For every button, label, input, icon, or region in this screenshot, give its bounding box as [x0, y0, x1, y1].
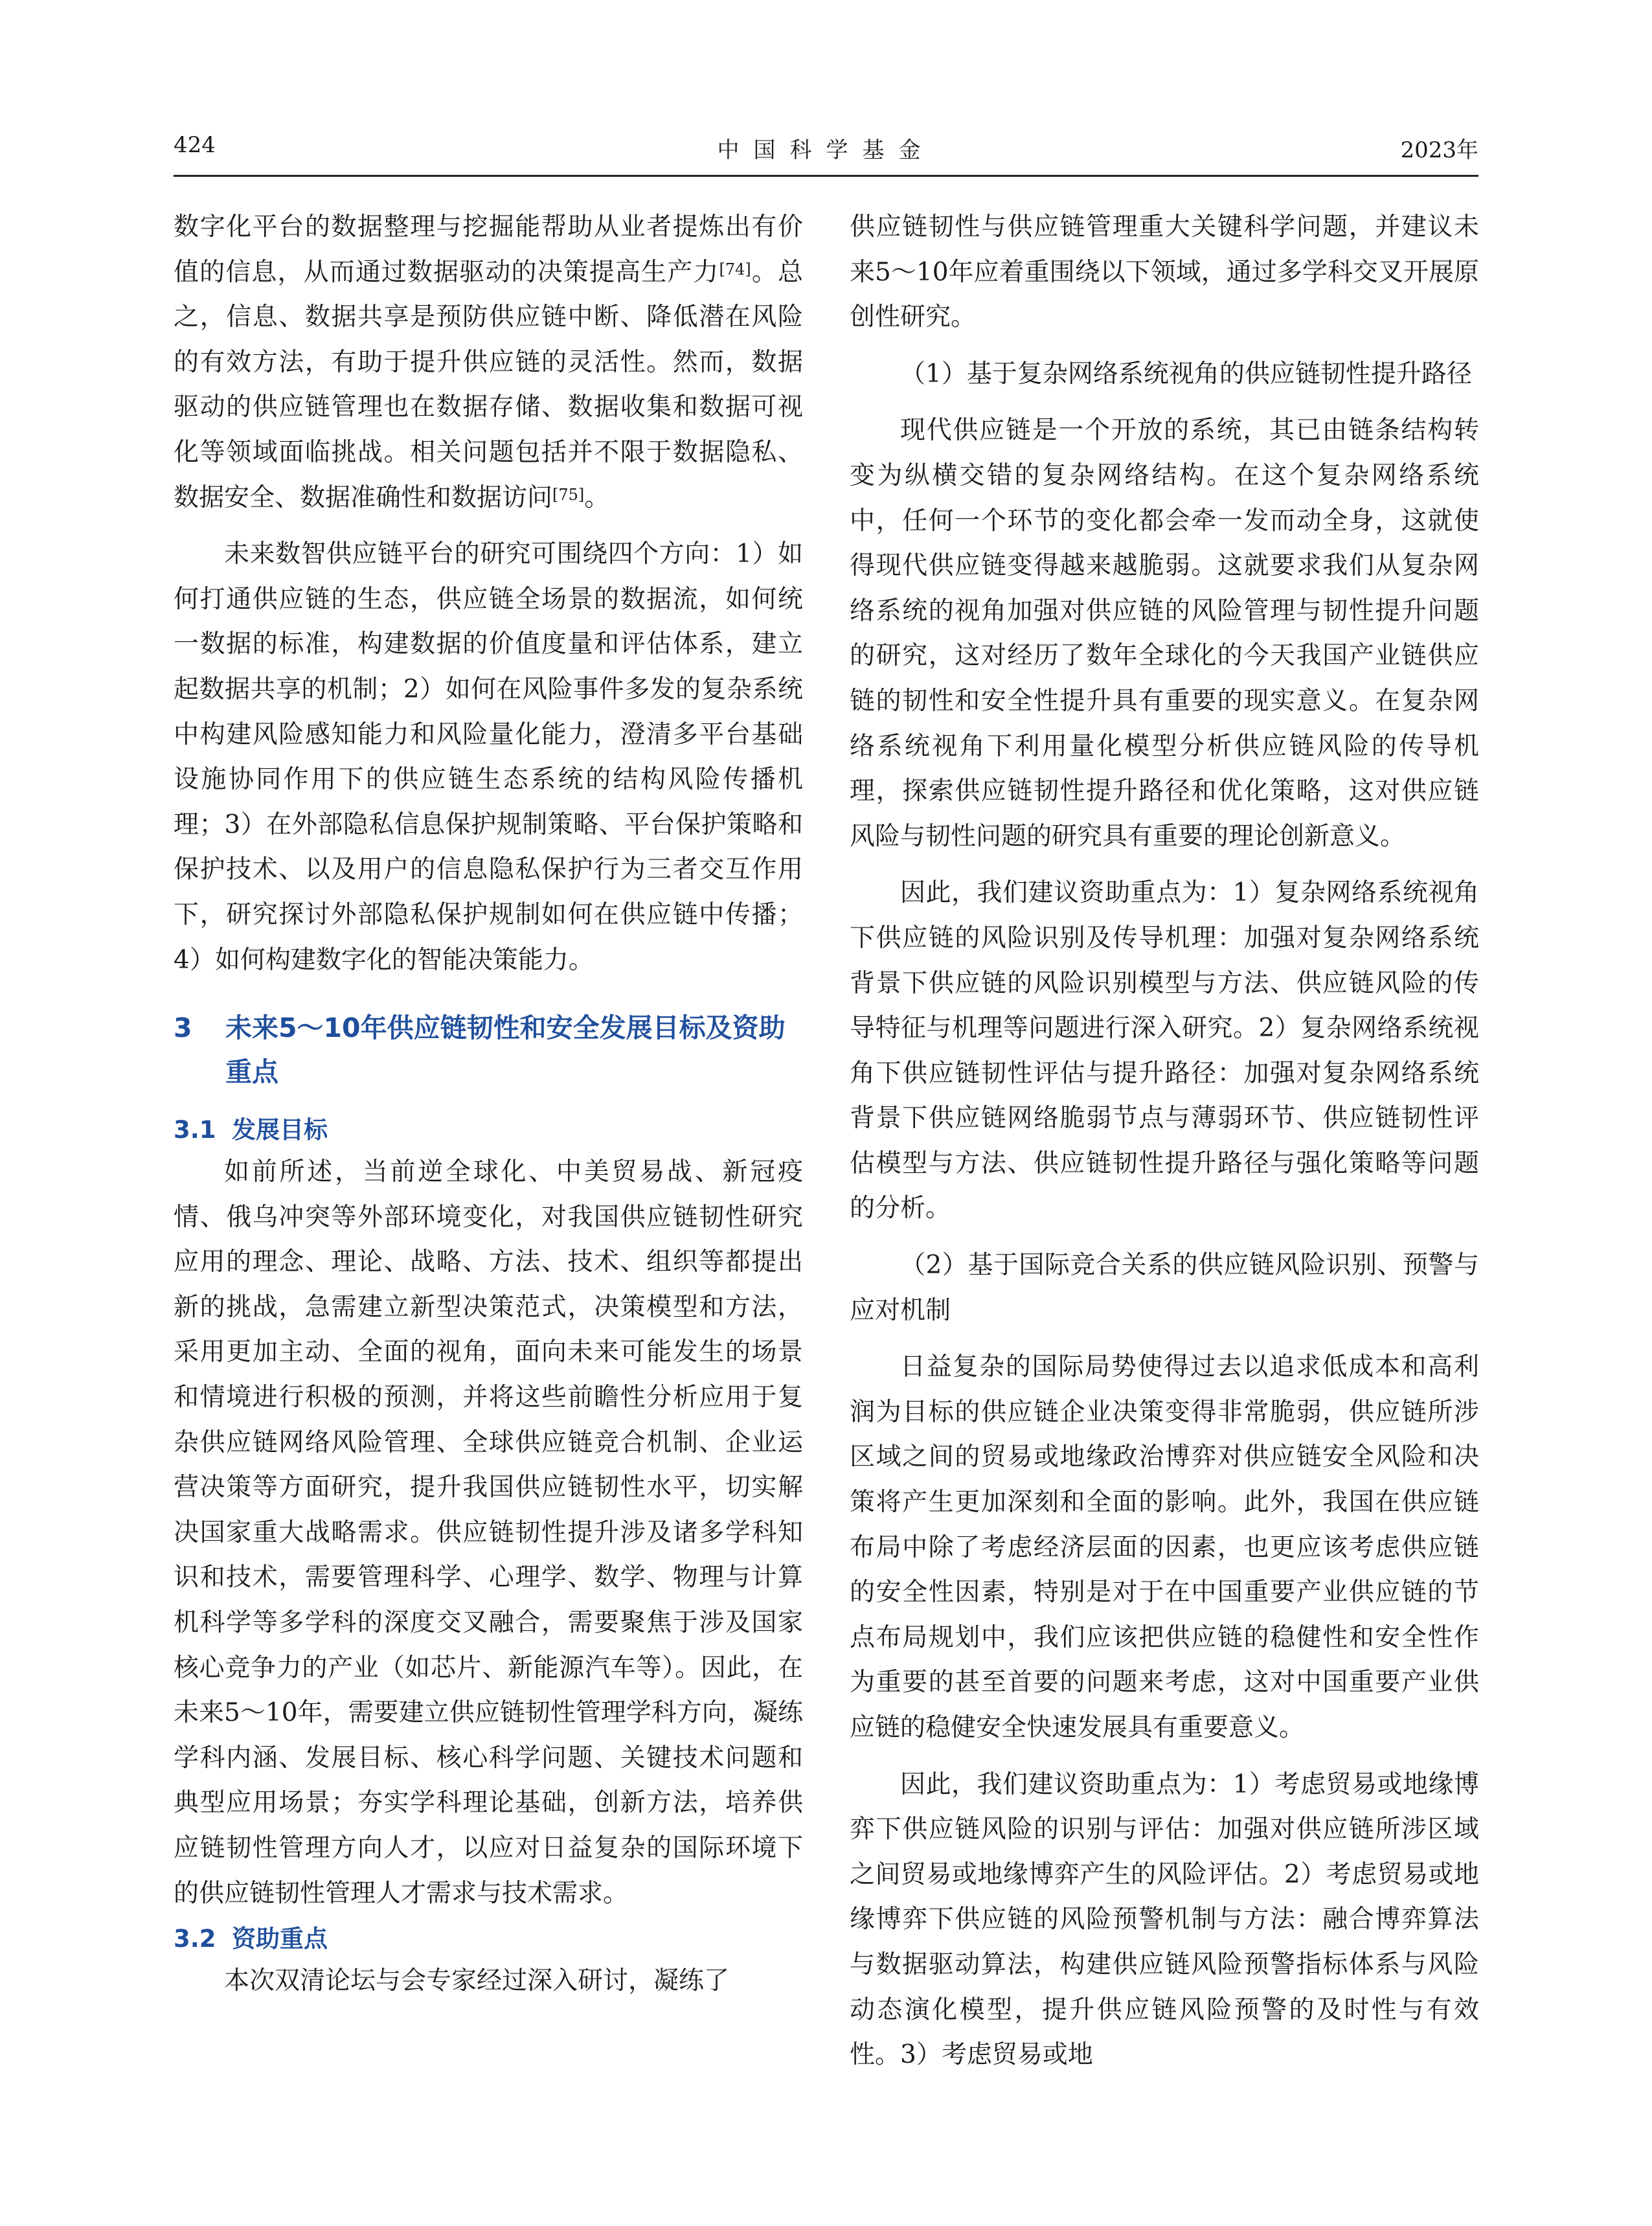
subsection-heading: [174, 1920, 803, 1959]
section-heading: [174, 1006, 803, 1094]
list-item-heading: （1）基于复杂网络系统视角的供应链韧性提升路径: [900, 359, 1472, 389]
paragraph: 供应链韧性与供应链管理重大关键科学问题，并建议未来5～10年应着重围绕以下领域，通过多学科交叉开展原创性研究。: [850, 212, 1479, 332]
paragraph: 如前所述，当前逆全球化、中美贸易战、新冠疫情、俄乌冲突等外部环境变化，对我国供应链韧性研究应用的理念、理论、战略、方法、技术、组织等都提出新的挑战，急需建立新型决策范式，决策模型和方法，采用更加主动、全面的视角，面向未来可能发生的场景和情境进行积极的预测，并将这些前瞻性分析应用于复杂供应链网络风险管理、全球供应链竞合机制、企业运营决策等方面研究，提升我国供应链韧性水平，切实解决国家重大战略需求。供应链韧性提升涉及诸多学科知识和技术，需要管理科学、心理学、数学、物理与计算机科学等多学科的深度交叉融合，需要聚焦于涉及国家核心竞争力的产业（如芯片、新能源汽车等）。因此，在未来5～10年，需要建立供应链韧性管理学科方向，凝练学科内涵、发展目标、核心科学问题、关键技术问题和典型应用场景；夯实学科理论基础，创新方法，培养供应链韧性管理方向人才，以应对日益复杂的国际环境下的供应链韧性管理人才需求与技术需求。: [174, 1157, 803, 1908]
subsection-heading: [174, 1111, 803, 1150]
paragraph-text: 数字化平台的数据整理与挖掘能帮助从业者提炼出有价值的信息，从而通过数据驱动的决策提高生产力: [174, 212, 803, 287]
left-column: [174, 205, 803, 2004]
subsection-title: 发展目标: [232, 1116, 328, 1144]
citation-ref[interactable]: [75]: [552, 485, 585, 504]
journal-title: 中国科学基金: [717, 137, 935, 163]
section-number: 3: [174, 1012, 192, 1044]
paragraph: [174, 205, 803, 520]
subsection-number: 3.2: [174, 1925, 216, 1953]
list-item-heading: （2）基于国际竞合关系的供应链风险识别、预警与应对机制: [850, 1251, 1479, 1325]
right-column: [850, 205, 1479, 2078]
subsection-title: 资助重点: [232, 1925, 328, 1953]
paragraph: 本次双清论坛与会专家经过深入研讨，凝练了: [224, 1966, 730, 1996]
header-divider: [174, 175, 1478, 177]
page-number: 424: [174, 132, 216, 158]
paragraph: 未来数智供应链平台的研究可围绕四个方向：1）如何打通供应链的生态，供应链全场景的数据流，如何统一数据的标准，构建数据的价值度量和评估体系，建立起数据共享的机制；2）如何在风险事件多发的复杂系统中构建风险感知能力和风险量化能力，澄清多平台基础设施协同作用下的供应链生态系统的结构风险传播机理；3）在外部隐私信息保护规制策略、平台保护策略和保护技术、以及用户的信息隐私保护行为三者交互作用下，研究探讨外部隐私保护规制如何在供应链中传播；4）如何构建数字化的智能决策能力。: [174, 539, 803, 975]
paragraph-text: 。: [584, 483, 610, 512]
citation-ref[interactable]: [74]: [719, 260, 751, 278]
running-header: [174, 127, 1478, 179]
subsection-number: 3.1: [174, 1116, 216, 1144]
section-title: 未来5～10年供应链韧性和安全发展目标及资助重点: [225, 1012, 786, 1088]
paragraph: 因此，我们建议资助重点为：1）考虑贸易或地缘博弈下供应链风险的识别与评估：加强对供应链所涉区域之间贸易或地缘博弈产生的风险评估。2）考虑贸易或地缘博弈下供应链的风险预警机制与方法：融合博弈算法与数据驱动算法，构建供应链风险预警指标体系与风险动态演化模型，提升供应链风险预警的及时性与有效性。3）考虑贸易或地: [850, 1769, 1479, 2070]
paragraph: 日益复杂的国际局势使得过去以追求低成本和高利润为目标的供应链企业决策变得非常脆弱，供应链所涉区域之间的贸易或地缘政治博弈对供应链安全风险和决策将产生更加深刻和全面的影响。此外，我国在供应链布局中除了考虑经济层面的因素，也更应该考虑供应链的安全性因素，特别是对于在中国重要产业供应链的节点布局规划中，我们应该把供应链的稳健性和安全性作为重要的甚至首要的问题来考虑，这对中国重要产业供应链的稳健安全快速发展具有重要意义。: [850, 1352, 1479, 1742]
paragraph-text: 。总之，信息、数据共享是预防供应链中断、降低潜在风险的有效方法，有助于提升供应链的灵活性。然而，数据驱动的供应链管理也在数据存储、数据收集和数据可视化等领域面临挑战。相关问题包括并不限于数据隐私、数据安全、数据准确性和数据访问: [174, 257, 803, 512]
paragraph: 因此，我们建议资助重点为：1）复杂网络系统视角下供应链的风险识别及传导机理：加强对复杂网络系统背景下供应链的风险识别模型与方法、供应链风险的传导特征与机理等问题进行深入研究。2）复杂网络系统视角下供应链韧性评估与提升路径：加强对复杂网络系统背景下供应链网络脆弱节点与薄弱环节、供应链韧性评估模型与方法、供应链韧性提升路径与强化策略等问题的分析。: [850, 878, 1479, 1223]
publication-year: 2023年: [1400, 137, 1478, 163]
paragraph: 现代供应链是一个开放的系统，其已由链条结构转变为纵横交错的复杂网络结构。在这个复杂网络系统中，任何一个环节的变化都会牵一发而动全身，这就使得现代供应链变得越来越脆弱。这就要求我们从复杂网络系统的视角加强对供应链的风险管理与韧性提升问题的研究，这对经历了数年全球化的今天我国产业链供应链的韧性和安全性提升具有重要的现实意义。在复杂网络系统视角下利用量化模型分析供应链风险的传导机理，探索供应链韧性提升路径和优化策略，这对供应链风险与韧性问题的研究具有重要的理论创新意义。: [850, 416, 1479, 851]
